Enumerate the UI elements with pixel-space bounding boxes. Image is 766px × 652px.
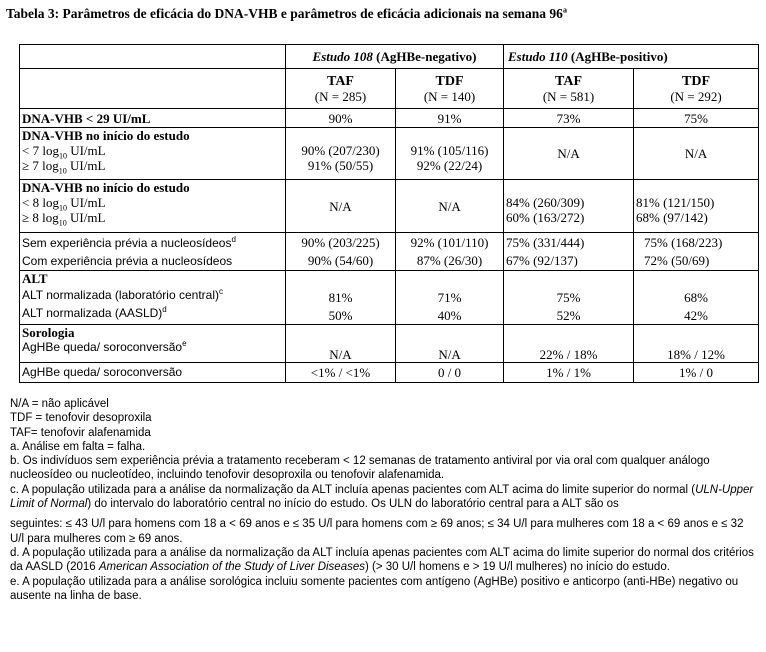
cell-value-pair: 90% (207/230) 91% (50/55) bbox=[286, 128, 396, 180]
row-label-alt-central: ALT normalizada (laboratório central)$^c$ bbox=[22, 287, 223, 302]
cell-value: 1% / 1% bbox=[504, 363, 634, 383]
header-arm: TDF (N = 292) bbox=[634, 69, 759, 109]
row-baseline-8log bbox=[20, 180, 759, 233]
row-baseline-7log bbox=[20, 128, 759, 180]
cell-value-pair: 68% 42% bbox=[634, 271, 759, 325]
cell-value: <1% / <1% bbox=[286, 363, 396, 383]
cell-value: 0 / 0 bbox=[396, 363, 504, 383]
cell-value-pair: 75% (168/223) 72% (50/69) bbox=[634, 233, 759, 271]
header-empty-cell bbox=[20, 45, 286, 69]
footnote-na: N/A = não aplicável bbox=[10, 398, 109, 410]
cell-value-pair: 71% 40% bbox=[396, 271, 504, 325]
cell-value: N/A bbox=[286, 325, 396, 363]
cell-value: 90% bbox=[286, 109, 396, 128]
cell-value: N/A bbox=[504, 128, 634, 180]
row-label-lt8: < 8 $\log_{10} UI/mL$ bbox=[22, 195, 106, 213]
header-row-studies bbox=[20, 45, 759, 69]
footnote-a: a. Análise em falta = falha. bbox=[10, 440, 146, 453]
row-label: AgHBe queda/ soroconversão bbox=[20, 363, 286, 383]
group-heading: DNA-VHB no início do estudo bbox=[22, 180, 190, 195]
row-label-alt-aasld: ALT normalizada (AASLD)$^d$ bbox=[22, 305, 167, 320]
cell-value: 91% bbox=[396, 109, 504, 128]
header-arm: TAF (N = 285) bbox=[286, 69, 396, 109]
row-label-group bbox=[20, 128, 286, 180]
footnote-taf: TAF= tenofovir alafenamida bbox=[10, 426, 151, 439]
footnote-tdf: TDF = tenofovir desoproxila bbox=[10, 412, 152, 425]
header-empty-cell bbox=[20, 69, 286, 109]
cell-value: 22% / 18% bbox=[504, 325, 634, 363]
header-study-108: Estudo 108 (AgHBe-negativo) bbox=[286, 45, 504, 69]
group-heading: Sorologia bbox=[22, 325, 75, 340]
row-serology-2 bbox=[20, 363, 759, 383]
row-label-ge8: ≥ 8 $\log_{10} UI/mL$ bbox=[22, 210, 106, 228]
cell-value-pair: 75% 52% bbox=[504, 271, 634, 325]
row-label-experienced: Com experiência prévia a nucleosídeos bbox=[22, 254, 233, 268]
cell-value: N/A bbox=[396, 325, 504, 363]
row-dna-lt29 bbox=[20, 109, 759, 128]
row-serology bbox=[20, 325, 759, 363]
cell-value-pair: 84% (260/309) 60% (163/272) bbox=[504, 180, 634, 233]
row-label-naive: Sem experiência prévia a nucleosídeos$^d$ bbox=[22, 235, 236, 250]
row-label-group bbox=[20, 180, 286, 233]
group-heading: ALT bbox=[22, 271, 48, 286]
efficacy-table bbox=[19, 44, 759, 383]
row-label-group bbox=[20, 271, 286, 325]
table-title-text: Tabela 3: Parâmetros de eficácia do DNA-VHB e parâmetros de eficácia adicionais na semana 96 bbox=[6, 6, 563, 21]
header-study-110: Estudo 110 (AgHBe-positivo) bbox=[504, 45, 759, 69]
cell-value-pair: 90% (203/225) 90% (54/60) bbox=[286, 233, 396, 271]
cell-value: 75% bbox=[634, 109, 759, 128]
table-title bbox=[6, 6, 567, 22]
header-arm: TAF (N = 581) bbox=[504, 69, 634, 109]
row-label-ge7: ≥ 7 $\log_{10} UI/mL$ bbox=[22, 158, 106, 176]
row-label-serology: AgHBe queda/ soroconversão$^e$ bbox=[22, 339, 187, 354]
footnotes bbox=[10, 397, 760, 603]
header-arm: TDF (N = 140) bbox=[396, 69, 504, 109]
row-label: DNA-VHB < 29 UI/mL bbox=[20, 109, 286, 128]
row-nucleoside bbox=[20, 233, 759, 271]
row-label-group bbox=[20, 325, 286, 363]
cell-value-pair: 92% (101/110) 87% (26/30) bbox=[396, 233, 504, 271]
row-alt bbox=[20, 271, 759, 325]
cell-value: 1% / 0 bbox=[634, 363, 759, 383]
header-row-arms bbox=[20, 69, 759, 109]
row-label-group bbox=[20, 233, 286, 271]
cell-value: N/A bbox=[396, 180, 504, 233]
footnote-e: e. A população utilizada para a análise sorológica incluiu somente pacientes com antígeno (AgHBe) positivo e anticorpo (anti-HBe) negativo ou ausente na linha de base. bbox=[10, 575, 739, 602]
title-footnote-marker: a bbox=[562, 5, 567, 15]
cell-value-pair: 81% (121/150) 68% (97/142) bbox=[634, 180, 759, 233]
cell-value: 18% / 12% bbox=[634, 325, 759, 363]
footnote-c: c. A população utilizada para a análise da normalização da ALT incluía apenas pacientes com ALT acima do limite superior do normal (ULN-Upper Limit of Normal) do intervalo do laboratório central no início do estudo. Os ULN do laboratório central para a ALT são os bbox=[10, 483, 754, 511]
footnote-b: b. Os indivíduos sem experiência prévia a tratamento receberam < 12 semanas de tratamento antiviral por via oral com qualquer análogo nucleosídeo ou nucleotídeo, incluindo tenofovir desoproxila ou tenofovir alafenamida. bbox=[10, 455, 710, 482]
cell-value: N/A bbox=[634, 128, 759, 180]
cell-value-pair: 75% (331/444) 67% (92/137) bbox=[504, 233, 634, 271]
group-heading: DNA-VHB no início do estudo bbox=[22, 128, 190, 143]
cell-value: N/A bbox=[286, 180, 396, 233]
cell-value-pair: 81% 50% bbox=[286, 271, 396, 325]
footnote-c-continued: seguintes: ≤ 43 U/l para homens com 18 a < 69 anos e ≤ 35 U/l para homens com ≥ 69 anos; ≤ 34 U/l para mulheres com 18 a < 69 anos e ≤ 32 U/l para mulheres com ≥ 69 anos. bbox=[10, 518, 744, 545]
cell-value: 73% bbox=[504, 109, 634, 128]
cell-value-pair: 91% (105/116) 92% (22/24) bbox=[396, 128, 504, 180]
footnote-d: d. A população utilizada para a análise da normalização da ALT incluía apenas pacientes com ALT acima do limite superior do normal dos critérios da AASLD (2016 American Association of the Study of Liver Diseases) (> 30 U/l homens e > 19 U/l mulheres) no início do estudo. bbox=[10, 546, 754, 574]
row-label-lt7: < 7 $\log_{10} UI/mL$ bbox=[22, 143, 106, 161]
